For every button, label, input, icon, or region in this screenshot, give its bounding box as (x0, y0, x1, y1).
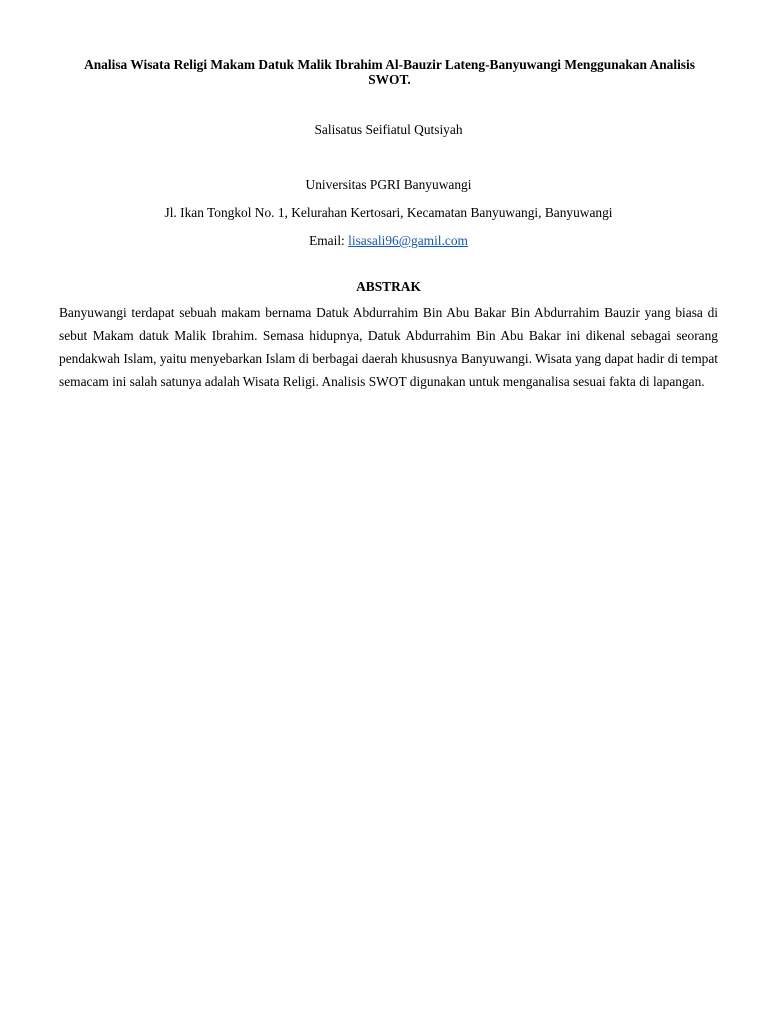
author-name: Salisatus Seifiatul Qutsiyah (314, 122, 463, 137)
email-line (59, 233, 718, 249)
affiliation: Universitas PGRI Banyuwangi (305, 177, 472, 192)
paper-title: Analisa Wisata Religi Makam Datuk Malik Ibrahim Al-Bauzir Lateng-Banyuwangi Menggunakan Analisis SWOT. (84, 57, 695, 87)
abstract-body: Banyuwangi terdapat sebuah makam bernama Datuk Abdurrahim Bin Abu Bakar Bin Abdurrahim Bauzir yang biasa di sebut Makam datuk Malik Ibrahim. Semasa hidupnya, Datuk Abdurrahim Bin Abu Bakar ini dikenal sebagai seorang pendakwah Islam, yaitu menyebarkan Islam di berbagai daerah khususnya Banyuwangi. Wisata yang dapat hadir di tempat semacam ini salah satunya adalah Wisata Religi. Analisis SWOT digunakan untuk menganalisa sesuai fakta di lapangan. (59, 305, 718, 389)
email-link[interactable]: lisasali96@gamil.com (348, 233, 468, 248)
abstract-heading: ABSTRAK (356, 279, 421, 294)
email-label: Email: (309, 233, 349, 248)
address: Jl. Ikan Tongkol No. 1, Kelurahan Kertosari, Kecamatan Banyuwangi, Banyuwangi (164, 205, 613, 220)
